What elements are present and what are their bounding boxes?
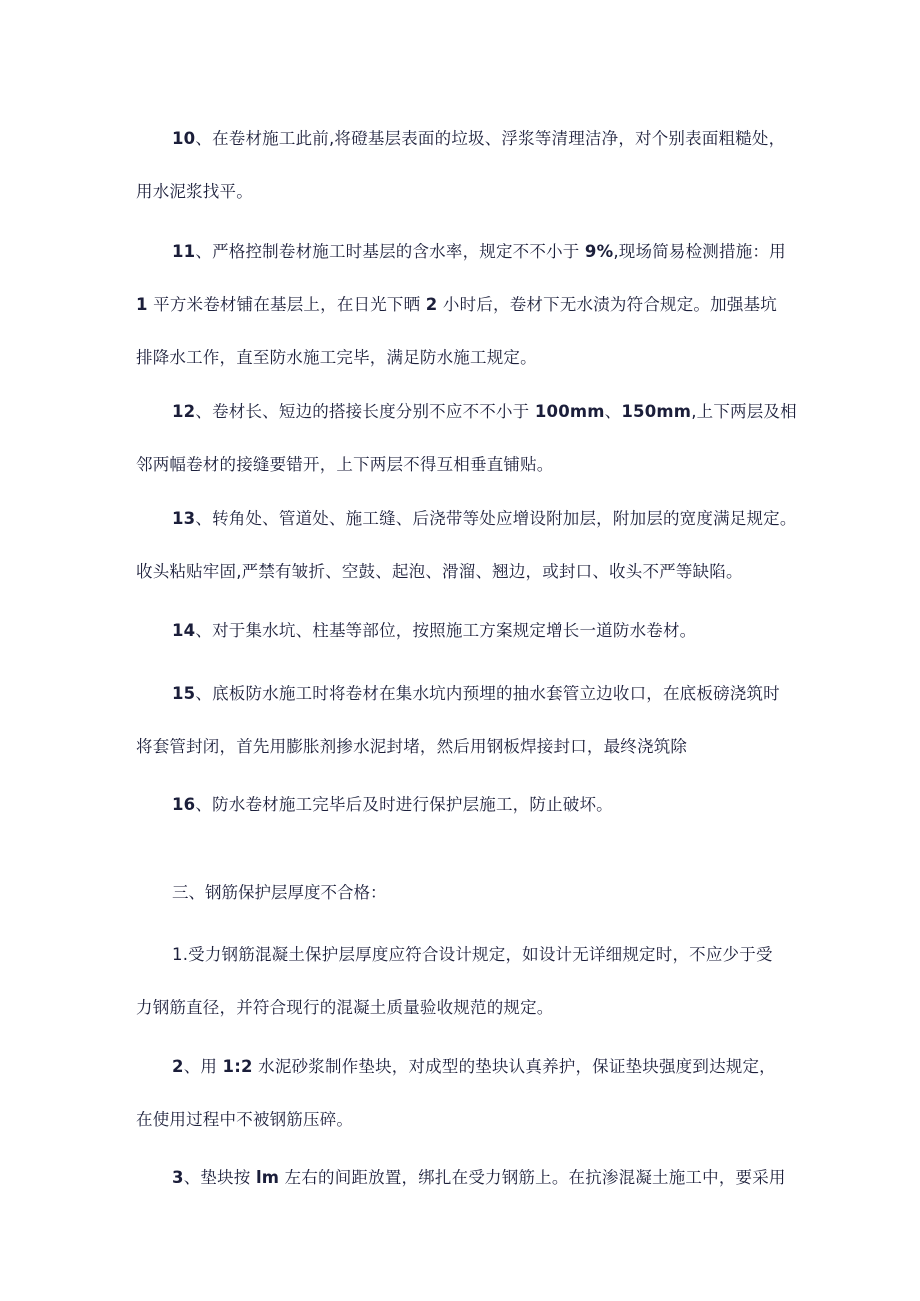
section-item-2 xyxy=(136,1040,796,1146)
paragraph-line xyxy=(136,165,796,218)
paragraph-text: 在使用过程中不被钢筋压碎。 xyxy=(136,1110,354,1129)
item-number: 15 xyxy=(172,684,196,703)
paragraph-text: 收头粘贴牢固,严禁有皱折、空鼓、起泡、滑溜、翘边，或封口、收头不严等缺陷。 xyxy=(136,562,743,581)
paragraph-line xyxy=(136,778,796,831)
paragraph-text: 排降水工作，直至防水施工完毕，满足防水施工规定。 xyxy=(136,348,537,367)
paragraph-text: 、严格控制卷材施工时基层的含水率，规定不不小于 xyxy=(195,242,585,261)
bold-value: 9% xyxy=(584,242,614,261)
paragraph-item-13 xyxy=(136,492,796,598)
paragraph-text: 邻两幅卷材的接缝要错开，上下两层不得互相垂直铺贴。 xyxy=(136,455,554,474)
paragraph-text: 水泥砂浆制作垫块，对成型的垫块认真养护，保证垫块强度到达规定， xyxy=(252,1057,776,1076)
paragraph-text: 力钢筋直径，并符合现行的混凝土质量验收规范的规定。 xyxy=(136,998,554,1017)
paragraph-line xyxy=(136,1040,796,1093)
paragraph-line xyxy=(136,1093,796,1146)
item-number: 14 xyxy=(172,621,196,640)
paragraph-text: 用水泥浆找平。 xyxy=(136,182,253,201)
paragraph-text: 左右的间距放置，绑扎在受力钢筋上。在抗渗混凝土施工中，要采用 xyxy=(279,1168,786,1187)
paragraph-text: 、防水卷材施工完毕后及时进行保护层施工，防止破坏。 xyxy=(195,795,613,814)
paragraph-text: 、底板防水施工时将卷材在集水坑内预埋的抽水套管立边收口，在底板磅浇筑时 xyxy=(195,684,780,703)
paragraph-line xyxy=(136,545,796,598)
paragraph-line xyxy=(136,385,796,438)
item-number: 2 xyxy=(172,1057,184,1076)
paragraph-line xyxy=(136,981,796,1034)
paragraph-item-12 xyxy=(136,385,796,491)
paragraph-text: 、用 xyxy=(183,1057,223,1076)
bold-value: 1:2 xyxy=(222,1057,253,1076)
paragraph-text: ,上下两层及相 xyxy=(691,402,797,421)
paragraph-line xyxy=(136,278,796,331)
paragraph-line xyxy=(136,667,796,720)
section-item-3 xyxy=(136,1151,796,1204)
paragraph-text: 小时后，卷材下无水渍为符合规定。加强基坑 xyxy=(437,295,777,314)
paragraph-text: 、卷材长、短边的搭接长度分别不应不不小于 xyxy=(195,402,535,421)
paragraph-item-11 xyxy=(136,225,796,384)
bold-value: lm xyxy=(255,1168,280,1187)
item-number: 13 xyxy=(172,509,196,528)
paragraph-text: 、在卷材施工此前,将磴基层表面的垃圾、浮浆等清理洁净，对个别表面粗糙处， xyxy=(195,129,786,148)
paragraph-line xyxy=(136,225,796,278)
paragraph-text: 平方米卷材铺在基层上，在日光下晒 xyxy=(147,295,426,314)
paragraph-item-10 xyxy=(136,112,796,218)
paragraph-line xyxy=(136,492,796,545)
paragraph-line xyxy=(136,331,796,384)
paragraph-line xyxy=(136,928,796,981)
bold-value: 2 xyxy=(425,295,438,314)
paragraph-text: 1.受力钢筋混凝土保护层厚度应符合设计规定，如设计无详细规定时，不应少于受 xyxy=(172,945,773,964)
bold-value: 150mm xyxy=(621,402,692,421)
item-number: 12 xyxy=(172,402,196,421)
paragraph-item-16 xyxy=(136,778,796,831)
paragraph-text: 、 xyxy=(604,402,622,421)
item-number: 11 xyxy=(172,242,196,261)
paragraph-item-14 xyxy=(136,604,796,657)
paragraph-line xyxy=(136,720,796,773)
paragraph-line xyxy=(136,1151,796,1204)
item-number: 10 xyxy=(172,129,196,148)
paragraph-line xyxy=(136,438,796,491)
section-item-1 xyxy=(136,928,796,1034)
paragraph-text: 、垫块按 xyxy=(183,1168,256,1187)
paragraph-text: 、对于集水坑、柱基等部位，按照施工方案规定增长一道防水卷材。 xyxy=(195,621,697,640)
section-heading: 三、钢筋保护层厚度不合格： xyxy=(172,883,387,902)
paragraph-line xyxy=(136,112,796,165)
bold-value: 1 xyxy=(136,295,148,314)
paragraph-item-15 xyxy=(136,667,796,773)
item-number: 16 xyxy=(172,795,196,814)
item-number: 3 xyxy=(172,1168,184,1187)
paragraph-line xyxy=(136,604,796,657)
paragraph-text: 将套管封闭，首先用膨胀剂掺水泥封堵，然后用钢板焊接封口，最终浇筑除 xyxy=(136,737,688,756)
paragraph-text: 、转角处、管道处、施工缝、后浇带等处应增设附加层，附加层的宽度满足规定。 xyxy=(195,509,797,528)
bold-value: 100mm xyxy=(534,402,605,421)
paragraph-text: ,现场简易检测措施：用 xyxy=(613,242,786,261)
